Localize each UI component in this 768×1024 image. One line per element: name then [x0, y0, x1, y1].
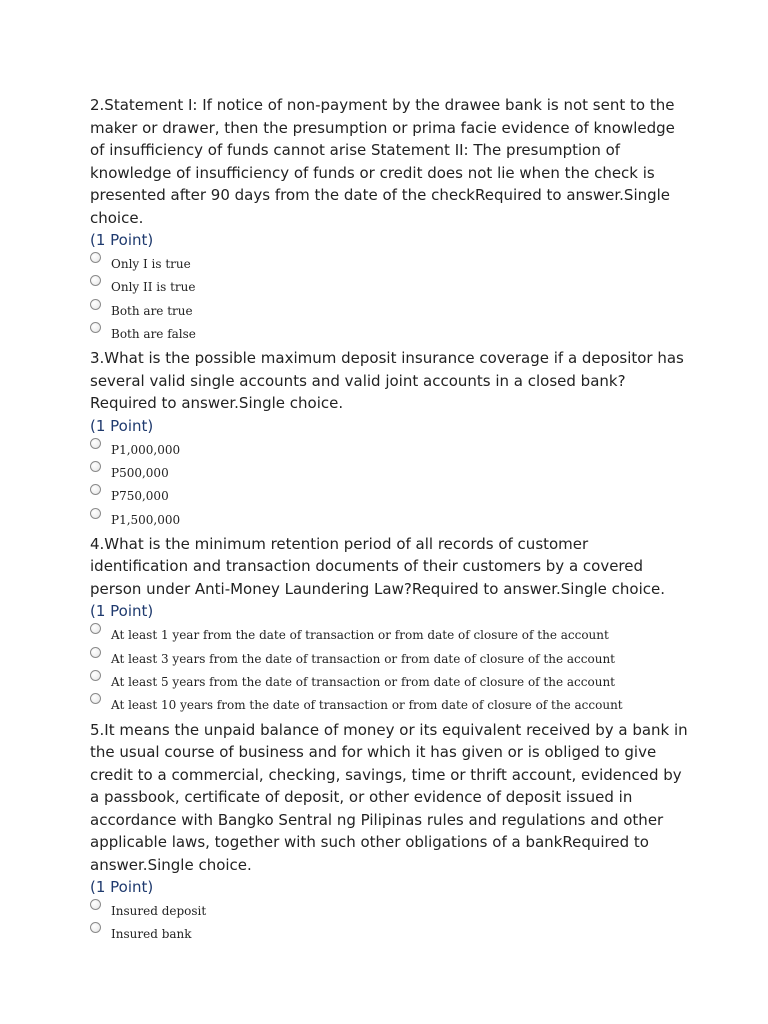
- option-list: [90, 623, 690, 716]
- radio-button-icon[interactable]: [90, 623, 101, 634]
- radio-button-icon[interactable]: [90, 670, 101, 681]
- radio-button-icon[interactable]: [90, 252, 101, 263]
- radio-button-icon[interactable]: [90, 322, 101, 333]
- option-p500000[interactable]: [90, 461, 690, 484]
- question-2: [90, 94, 690, 345]
- radio-button-icon[interactable]: [90, 899, 101, 910]
- option-list: [90, 899, 690, 946]
- radio-button-icon[interactable]: [90, 275, 101, 286]
- option-p1500000[interactable]: [90, 508, 690, 531]
- option-10-years[interactable]: [90, 693, 690, 716]
- radio-button-icon[interactable]: [90, 922, 101, 933]
- option-p750000[interactable]: [90, 484, 690, 507]
- option-list: [90, 438, 690, 531]
- option-list: [90, 252, 690, 345]
- question-3: [90, 347, 690, 531]
- radio-button-icon[interactable]: [90, 508, 101, 519]
- option-label: At least 1 year from the date of transaction or from date of closure of the account: [111, 628, 609, 643]
- option-p1000000[interactable]: [90, 438, 690, 461]
- option-label: At least 5 years from the date of transaction or from date of closure of the account: [111, 674, 615, 689]
- question-text: 4.What is the minimum retention period of all records of customer identification and transaction documents of their customers by a covered person under Anti-Money Laundering Law?Required to answer.Single choice.: [90, 534, 665, 598]
- quiz-page: [90, 94, 690, 948]
- option-label: Insured bank: [111, 927, 192, 942]
- question-text: 5.It means the unpaid balance of money or its equivalent received by a bank in the usual course of business and for which it has given or is obliged to give credit to a commercial, checking, savings, time or thrift account, evidenced by a passbook, certificate of deposit, or other evidence of deposit issued in accordance with Bangko Sentral ng Pilipinas rules and regulations and other applicable laws, together with such other obligations of a bankRequired to answer.Single choice.: [90, 720, 688, 874]
- option-5-years[interactable]: [90, 670, 690, 693]
- option-insured-bank[interactable]: [90, 922, 690, 945]
- radio-button-icon[interactable]: [90, 647, 101, 658]
- radio-button-icon[interactable]: [90, 693, 101, 704]
- radio-button-icon[interactable]: [90, 299, 101, 310]
- radio-button-icon[interactable]: [90, 438, 101, 449]
- question-points: (1 Point): [90, 602, 154, 621]
- option-label: P1,000,000: [111, 442, 181, 457]
- question-text: 2.Statement I: If notice of non-payment by the drawee bank is not sent to the maker or drawer, then the presumption or prima facie evidence of knowledge of insufficiency of funds cannot arise Statement II: The presumption of knowledge of insufficiency of funds or credit does not lie when the check is presented after 90 days from the date of the checkRequired to answer.Single choice.: [90, 96, 675, 227]
- question-points: (1 Point): [90, 231, 154, 249]
- option-label: At least 3 years from the date of transaction or from date of closure of the account: [111, 651, 615, 666]
- option-label: Insured deposit: [111, 904, 207, 919]
- question-text: 3.What is the possible maximum deposit insurance coverage if a depositor has several valid single accounts and valid joint accounts in a closed bank?Required to answer.Single choice.: [90, 349, 684, 413]
- option-label: Both are false: [111, 326, 196, 341]
- option-1-year[interactable]: [90, 623, 690, 646]
- option-both-false[interactable]: [90, 322, 690, 345]
- option-only-ii-true[interactable]: [90, 275, 690, 298]
- option-label: P500,000: [111, 465, 169, 480]
- option-label: P1,500,000: [111, 512, 181, 527]
- option-label: Only I is true: [111, 257, 191, 271]
- radio-button-icon[interactable]: [90, 484, 101, 495]
- question-4: [90, 533, 690, 717]
- option-only-i-true[interactable]: [90, 252, 690, 275]
- radio-button-icon[interactable]: [90, 461, 101, 472]
- option-label: Both are true: [111, 303, 193, 318]
- option-label: Only II is true: [111, 280, 196, 295]
- question-5: [90, 719, 690, 946]
- option-3-years[interactable]: [90, 647, 690, 670]
- question-points: (1 Point): [90, 416, 154, 435]
- option-insured-deposit[interactable]: [90, 899, 690, 922]
- question-points: (1 Point): [90, 878, 154, 897]
- option-both-true[interactable]: [90, 299, 690, 322]
- option-label: P750,000: [111, 489, 169, 504]
- option-label: At least 10 years from the date of transaction or from date of closure of the account: [111, 698, 623, 713]
